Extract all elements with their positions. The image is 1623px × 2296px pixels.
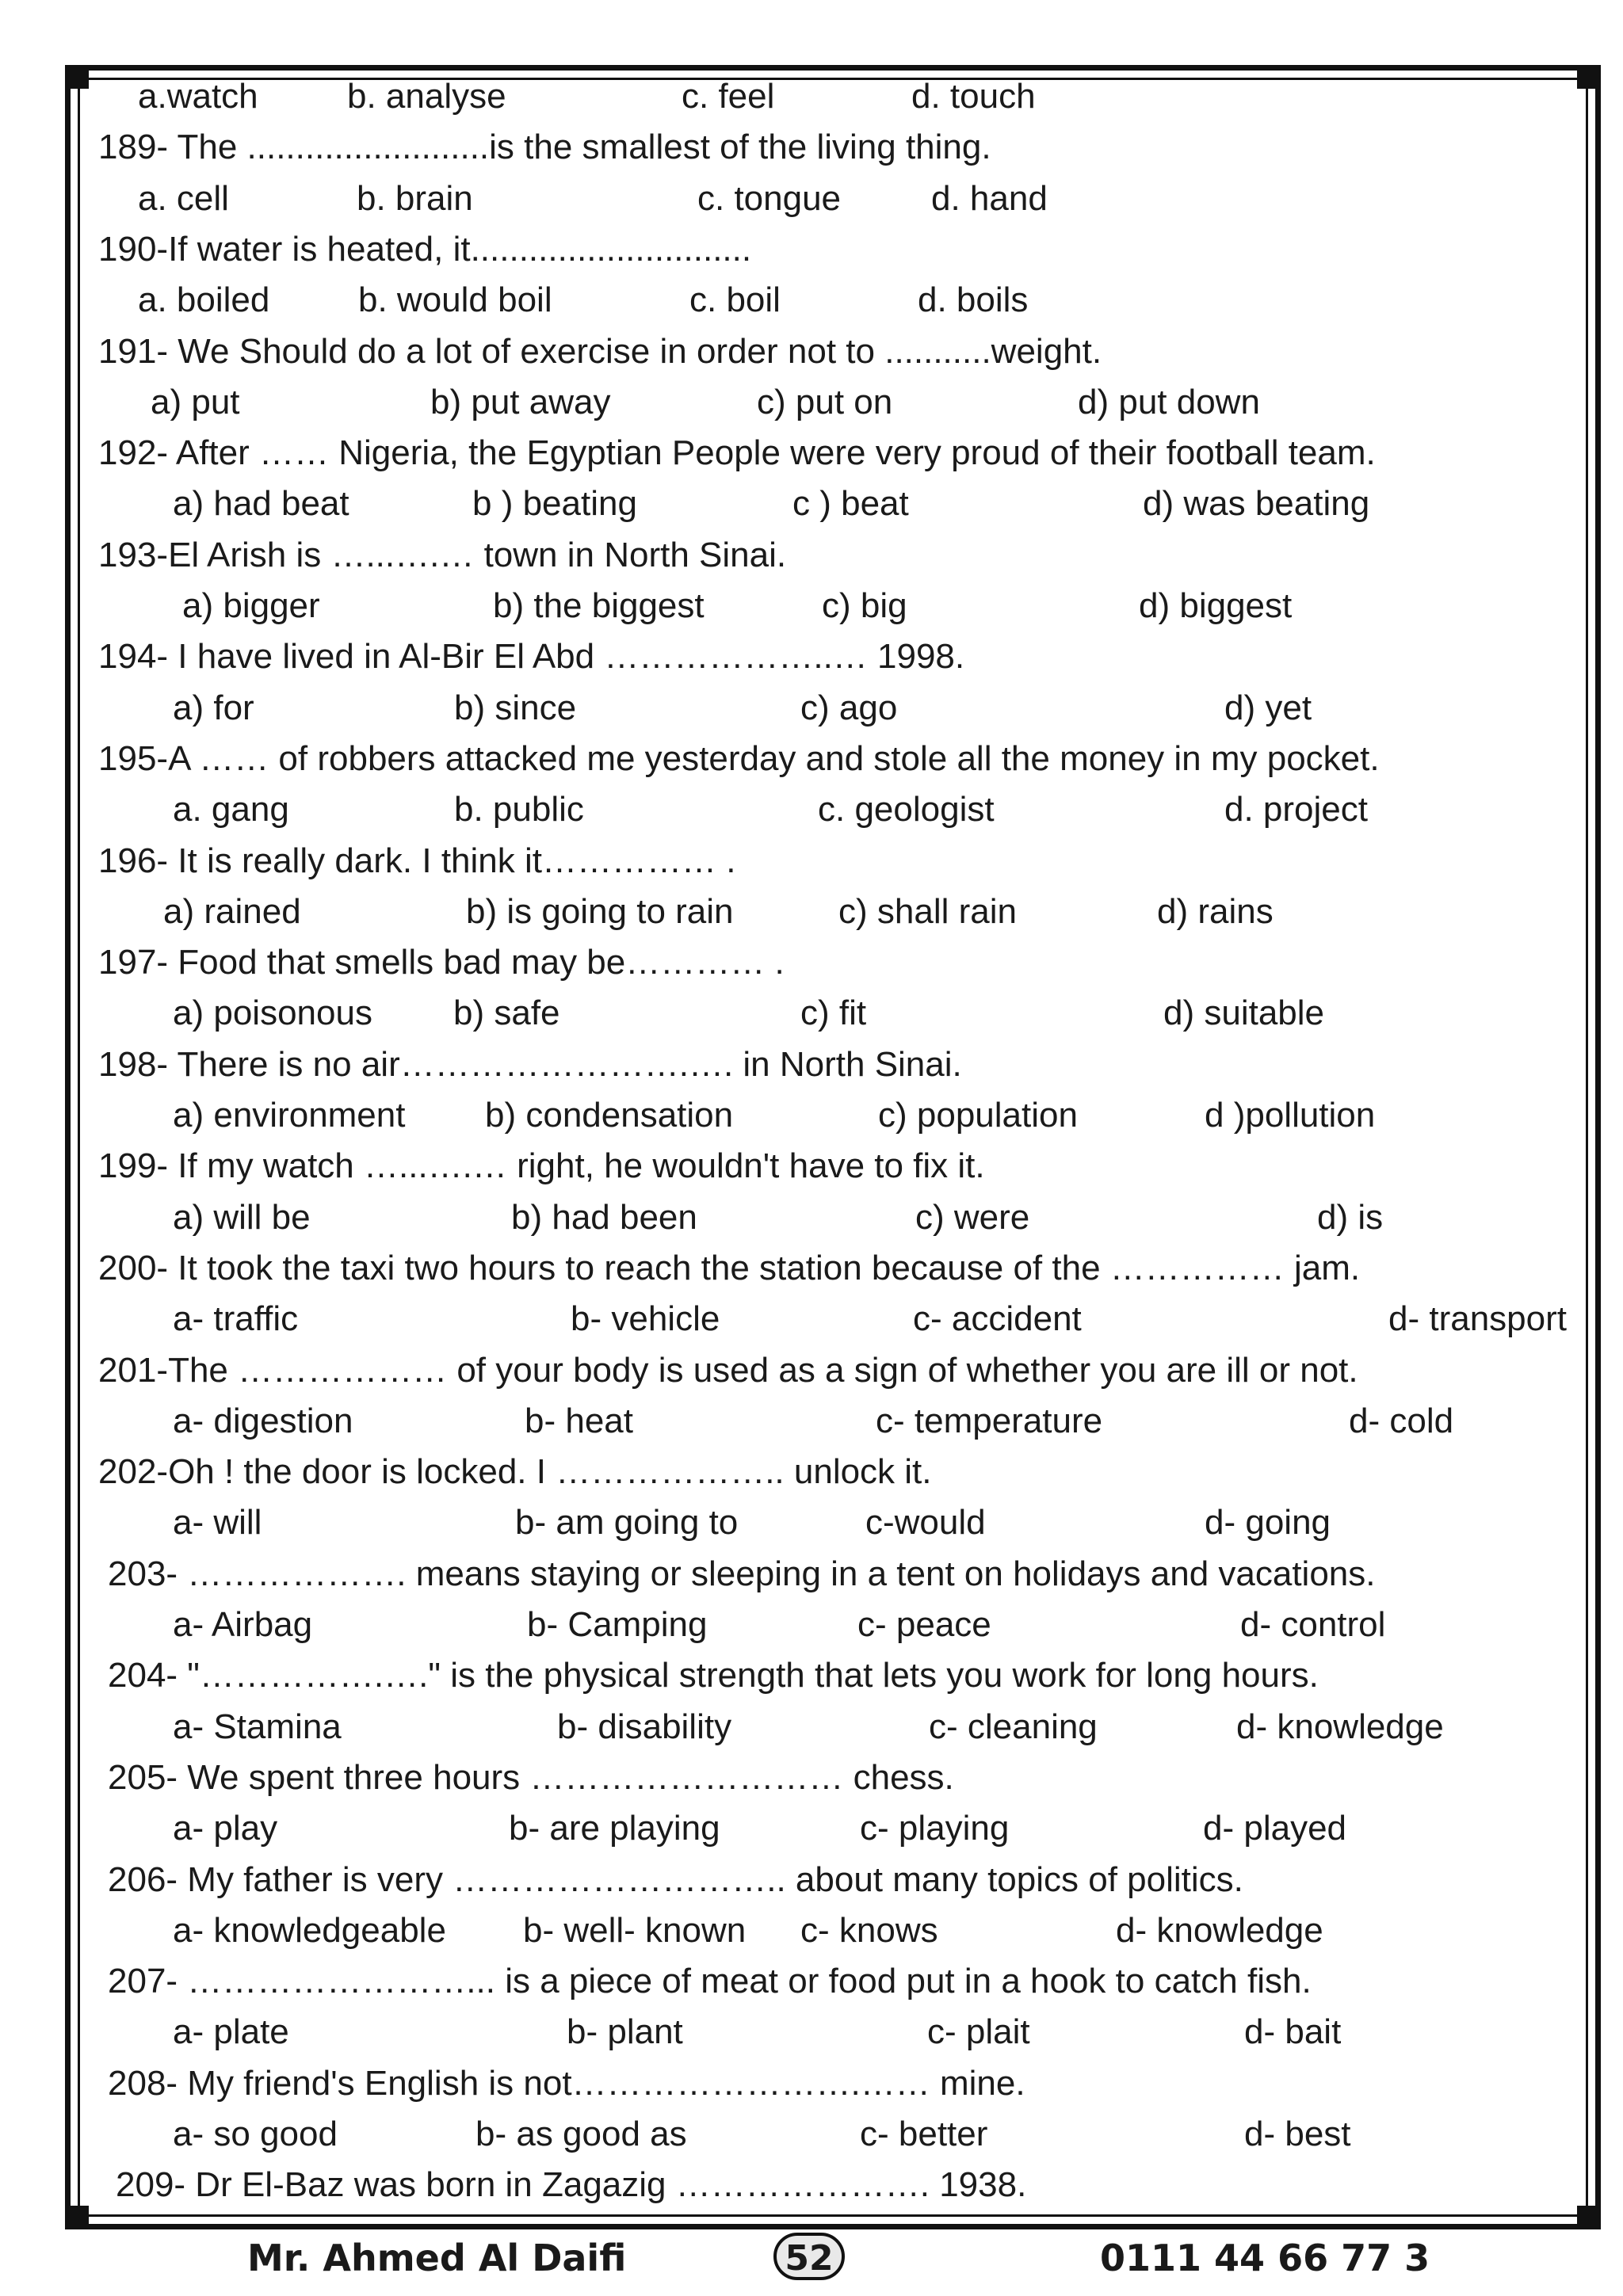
answer-option: d) was beating [1143,484,1370,524]
answer-option: a. boiled [138,280,270,320]
question-line [0,1753,1623,1803]
answer-option: b- as good as [475,2115,687,2153]
options-line [0,1600,1623,1650]
answer-option: d. hand [931,178,1048,218]
answer-option: a- will [173,1503,262,1543]
question-line [0,1956,1623,2007]
answer-option: a- traffic [173,1299,299,1339]
author-name: Mr. Ahmed Al Daifi [247,2237,627,2279]
question-text: 198- There is no air…………………….…. in North Sinai. [98,1044,962,1084]
answer-option: c) shall rain [838,891,1017,931]
question-line [0,1447,1623,1497]
answer-option: d )pollution [1205,1096,1376,1135]
answer-option: b) had been [511,1197,697,1237]
options-line [0,887,1623,937]
options-line [0,2007,1623,2058]
answer-option: c-would [865,1503,986,1543]
answer-option: c) population [878,1096,1078,1135]
phone-number: 0111 44 66 77 3 [1100,2237,1430,2279]
answer-option: c- knows [800,1910,938,1950]
answer-option: a- so good [173,2115,338,2153]
question-text: 191- We Should do a lot of exercise in order not to ...........weight. [98,331,1102,371]
question-text: 203- ………………. means staying or sleeping in a tent on holidays and vacations. [108,1554,1376,1593]
question-line [0,428,1623,479]
answer-option: a) environment [173,1096,406,1135]
answer-option: a) will be [173,1197,311,1237]
question-line [0,937,1623,988]
answer-option: b- well- known [523,1910,747,1950]
question-line [0,1549,1623,1600]
answer-option: a- play [173,1809,278,1848]
answer-option: c. boil [689,280,781,320]
options-line [0,1497,1623,1548]
question-line [0,224,1623,275]
answer-option: d- played [1203,1809,1347,1848]
question-text: 199- If my watch …...….… right, he wouldn't have to fix it. [98,1146,985,1186]
answer-option: a- Airbag [173,1605,313,1644]
answer-option: a.watch [138,77,258,116]
answer-option: d- best [1244,2115,1351,2153]
answer-option: b) is going to rain [466,891,734,931]
options-line [0,479,1623,529]
answer-option: c- plait [927,2012,1030,2052]
answer-option: c ) beat [792,484,909,524]
answer-option: a) poisonous [173,994,372,1033]
options-line [0,377,1623,428]
answer-option: d) suitable [1163,994,1325,1033]
question-line [0,1650,1623,1701]
question-text: 207- ……………………... is a piece of meat or food put in a hook to catch fish. [108,1962,1312,2001]
options-line [0,988,1623,1039]
options-line [0,683,1623,734]
answer-option: a- plate [173,2012,289,2052]
answer-option: b- vehicle [571,1299,720,1339]
page-number-badge: 52 [773,2233,845,2280]
answer-option: b. analyse [347,77,506,116]
answer-option: b) condensation [485,1096,734,1135]
answer-option: d) biggest [1139,586,1293,625]
answer-option: b) put away [430,382,611,421]
answer-option: d) put down [1078,382,1260,421]
question-line [0,2160,1623,2210]
answer-option: d. touch [911,77,1036,116]
question-text: 205- We spent three hours ……………………… chess. [108,1757,954,1797]
question-text: 189- The .........................is the smallest of the living thing. [98,128,991,167]
answer-option: d- control [1240,1605,1386,1644]
answer-option: d. project [1224,790,1368,830]
question-line [0,1345,1623,1396]
answer-option: c- accident [913,1299,1082,1339]
question-text: 200- It took the taxi two hours to reach the station because of the …………… jam. [98,1248,1361,1287]
question-line [0,2058,1623,2109]
answer-option: c) put on [757,382,893,421]
answer-option: d- going [1205,1503,1331,1543]
question-text: 208- My friend's English is not…………………….…… mine. [108,2063,1025,2103]
options-line [0,174,1623,224]
answer-option: d) is [1317,1197,1384,1237]
answer-option: b- are playing [509,1809,720,1848]
answer-option: d. boils [918,280,1029,320]
answer-option: c- peace [857,1605,991,1644]
page-footer [0,2228,1623,2288]
answer-option: c. tongue [697,178,842,218]
answer-option: b ) beating [472,484,637,524]
question-text: 204- "…………….…." is the physical strength that lets you work for long hours. [108,1656,1319,1695]
options-line [0,1090,1623,1141]
options-line [0,1396,1623,1447]
answer-option: d) rains [1157,891,1274,931]
answer-option: b. brain [357,178,473,218]
question-line [0,122,1623,173]
answer-option: c) were [915,1197,1030,1237]
answer-option: c- playing [860,1809,1010,1848]
question-text: 206- My father is very ……………………….. about many topics of politics. [108,1859,1243,1899]
answer-option: c) fit [800,994,867,1033]
answer-option: a- digestion [173,1401,353,1440]
answer-option: b- am going to [515,1503,739,1543]
question-line [0,1039,1623,1090]
question-text: 194- I have lived in Al-Bir El Abd ………………..… 1998. [98,637,965,677]
question-text: 195-A …… of robbers attacked me yesterday and stole all the money in my pocket. [98,738,1380,778]
answer-option: d- knowledge [1116,1910,1323,1950]
answer-option: a- Stamina [173,1707,342,1746]
question-line [0,631,1623,682]
question-line [0,1855,1623,1905]
answer-option: d) yet [1224,688,1312,727]
answer-option: c) ago [800,688,898,727]
answer-option: d- cold [1349,1401,1454,1440]
question-text: 201-The ……………… of your body is used as a sign of whether you are ill or not. [98,1350,1358,1390]
question-text: 202-Oh ! the door is locked. I ……………….. unlock it. [98,1452,932,1492]
answer-option: b- heat [525,1401,633,1440]
answer-option: a) had beat [173,484,349,524]
question-line [0,836,1623,887]
question-line [0,326,1623,377]
question-text: 193-El Arish is …...….… town in North Sinai. [98,535,787,574]
options-line [0,784,1623,835]
answer-option: a- knowledgeable [173,1910,446,1950]
answer-option: a. cell [138,178,229,218]
answer-option: a. gang [173,790,289,830]
answer-option: d- bait [1244,2012,1342,2052]
answer-option: c- cleaning [929,1707,1098,1746]
answer-option: b. public [454,790,584,830]
question-line [0,1243,1623,1294]
answer-option: a) bigger [182,586,320,625]
answer-option: c) big [822,586,907,625]
answer-option: a) for [173,688,254,727]
answer-option: d- transport [1388,1299,1567,1339]
question-text: 192- After …… Nigeria, the Egyptian People were very proud of their football team. [98,433,1376,473]
answer-option: c- temperature [876,1401,1103,1440]
question-text: 196- It is really dark. I think it…………… . [98,841,736,880]
question-text: 209- Dr El-Baz was born in Zagazig …………………. 1938. [116,2165,1027,2205]
options-line [0,581,1623,631]
answer-option: c- better [860,2115,988,2153]
answer-option: d- knowledge [1236,1707,1444,1746]
question-text: 190-If water is heated, it............................. [98,229,752,269]
question-line [0,734,1623,784]
answer-option: c. feel [682,77,775,116]
options-line [0,2109,1623,2160]
answer-option: b) since [454,688,577,727]
question-text: 197- Food that smells bad may be………… . [98,943,785,982]
options-line [0,275,1623,326]
options-line [0,1192,1623,1243]
options-line [0,1905,1623,1956]
options-line [0,1702,1623,1753]
options-line [0,1803,1623,1854]
options-line [0,71,1623,122]
answer-option: c. geologist [818,790,995,830]
answer-option: b) the biggest [493,586,705,625]
question-line [0,1141,1623,1192]
options-line [0,1294,1623,1344]
question-line [0,530,1623,581]
answer-option: a) put [151,382,240,421]
answer-option: a) rained [163,891,301,931]
answer-option: b- disability [557,1707,732,1746]
answer-option: b- plant [567,2012,683,2052]
answer-option: b) safe [453,994,560,1033]
answer-option: b- Camping [527,1605,708,1644]
answer-option: b. would boil [358,280,552,320]
